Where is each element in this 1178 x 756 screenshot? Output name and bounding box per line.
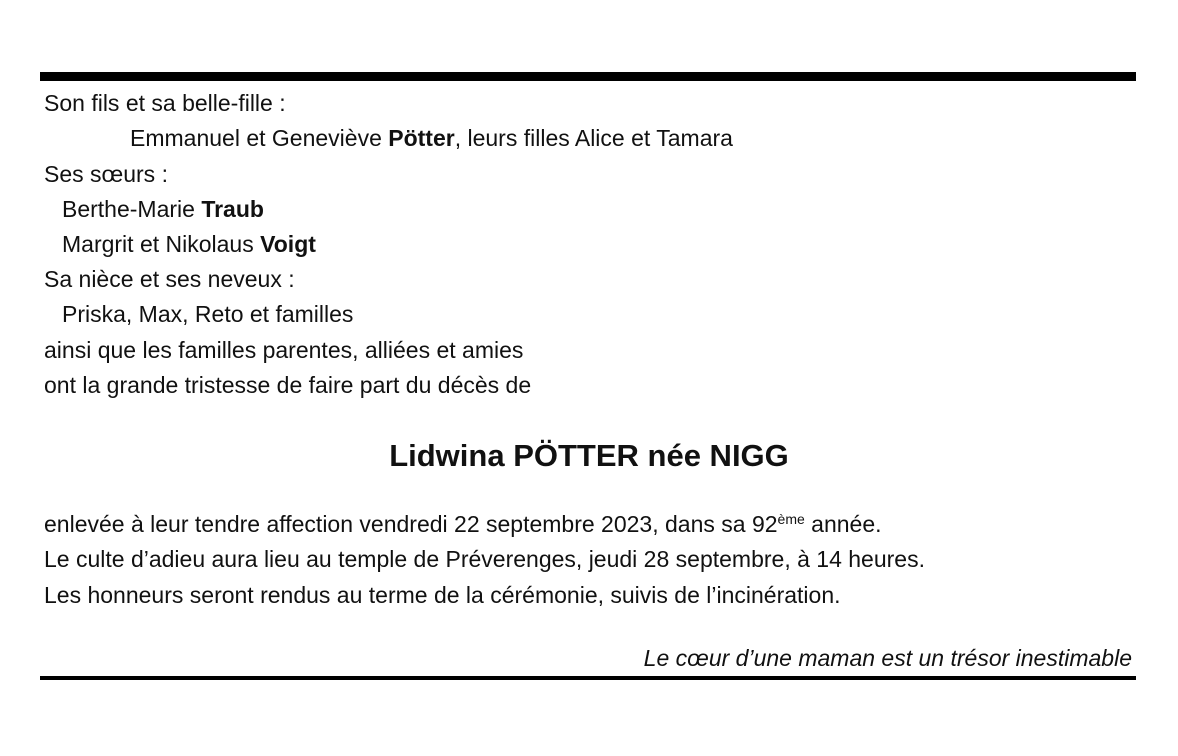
sister2-name: Margrit et Nikolaus [62,231,261,257]
bottom-divider [40,676,1136,680]
nephews-names: Priska, Max, Reto et familles [62,301,354,327]
son-heading [44,89,286,117]
announcement-line [44,371,531,399]
sisters-heading-text: Ses sœurs : [44,161,168,187]
death-details-text: enlevée à leur tendre affection vendredi 22 septembre 2023, dans sa 92 [44,511,778,537]
sister1-line [62,195,264,223]
sisters-heading [44,160,168,188]
nephews-line [62,300,353,328]
nephews-heading-text: Sa nièce et ses neveux : [44,266,295,292]
relatives-text: ainsi que les familles parentes, alliées et amies [44,337,524,363]
closing-quote: Le cœur d’une maman est un trésor inestimable [643,645,1132,671]
sister2-surname: Voigt [260,231,316,257]
son-names: Emmanuel et Geneviève [130,125,389,151]
ordinal-suffix: ème [777,511,805,527]
ceremony-text: Le culte d’adieu aura lieu au temple de Préverenges, jeudi 28 septembre, à 14 heures. [44,546,925,572]
ceremony-line [44,545,925,573]
honours-text: Les honneurs seront rendus au terme de la cérémonie, suivis de l’incinération. [44,582,841,608]
relatives-line [44,336,523,364]
son-heading-text: Son fils et sa belle-fille : [44,90,286,116]
sister1-surname: Traub [201,196,264,222]
death-details-end: année. [804,511,882,537]
top-divider [40,72,1136,81]
honours-line [44,581,841,609]
nephews-heading [44,265,295,293]
sister1-name: Berthe-Marie [62,196,202,222]
son-surname: Pötter [388,125,455,151]
death-details-line [44,510,882,538]
announcement-text: ont la grande tristesse de faire part du décès de [44,372,532,398]
son-rest: , leurs filles Alice et Tamara [454,125,733,151]
son-names-line [130,124,733,152]
deceased-name: Lidwina PÖTTER née NIGG [389,438,789,473]
sister2-line [62,230,316,258]
